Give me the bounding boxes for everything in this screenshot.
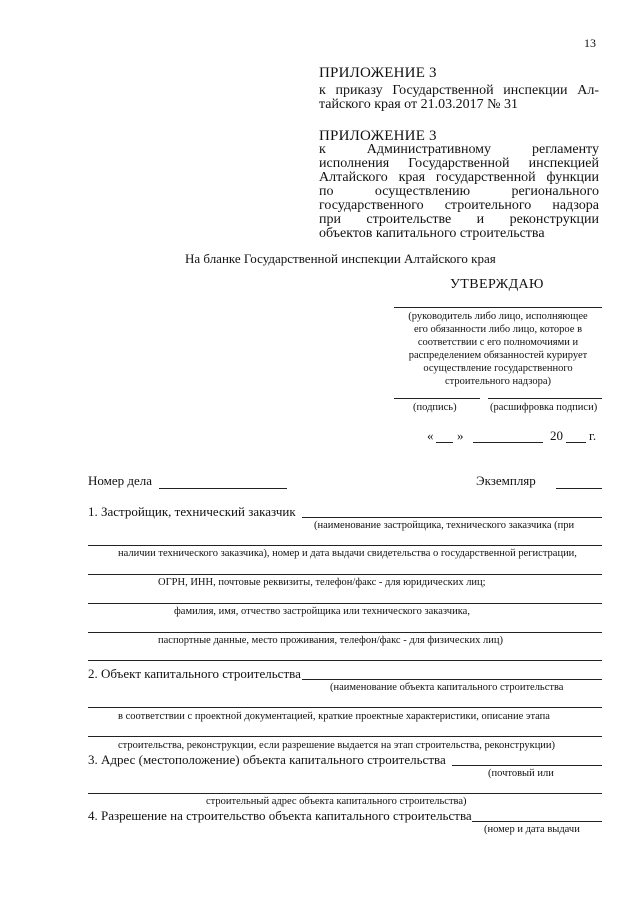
appendix-2-title: ПРИЛОЖЕНИЕ 3	[319, 128, 437, 144]
section-3-caption: строительный адрес объекта капитального строительства)	[206, 796, 467, 807]
section-1-caption: паспортные данные, место проживания, телефон/факс - для физических лиц)	[158, 635, 503, 646]
head-caption-line: осуществление государственного	[423, 363, 573, 374]
appendix-1	[319, 66, 599, 112]
section-1-line[interactable]	[88, 632, 602, 633]
head-caption	[394, 310, 602, 388]
date-suffix: г.	[589, 428, 597, 443]
section-2-line[interactable]	[88, 707, 602, 708]
date-open-quote: «	[427, 428, 434, 443]
appendix-2-line: к Административному регламенту	[319, 142, 599, 157]
appendix-2	[319, 129, 599, 241]
appendix-2-line: исполнения Государственной инспекцией	[319, 156, 599, 171]
date-month-line[interactable]	[473, 442, 543, 443]
section-4-caption: (номер и дата выдачи	[484, 824, 580, 835]
appendix-2-line: объектов капитального строительства	[319, 226, 545, 241]
approve-title: УТВЕРЖДАЮ	[450, 277, 544, 292]
section-1-line[interactable]	[88, 545, 602, 546]
section-1-caption: (наименование застройщика, технического заказчика (при	[314, 520, 575, 531]
date-day-line[interactable]	[436, 442, 453, 443]
section-1-line[interactable]	[302, 517, 602, 518]
date-year-prefix: 20	[550, 428, 563, 443]
signature-caption: (подпись)	[413, 402, 457, 413]
appendix-2-line: по осуществлению регионального	[319, 184, 599, 199]
appendix-1-line: тайского края от 21.03.2017 № 31	[319, 97, 518, 112]
section-3-line[interactable]	[88, 793, 602, 794]
date-year-line[interactable]	[566, 442, 586, 443]
section-3-caption: (почтовый или	[488, 768, 554, 779]
case-number-label: Номер дела	[88, 473, 153, 488]
head-caption-line: соответствии с его полномочиями и	[417, 337, 579, 348]
section-1-caption: фамилия, имя, отчество застройщика или технического заказчика,	[174, 606, 470, 617]
section-2-line[interactable]	[302, 679, 602, 680]
section-1-line[interactable]	[88, 603, 602, 604]
copy-line[interactable]	[556, 488, 602, 489]
case-number-line[interactable]	[159, 488, 287, 489]
section-4-label: 4. Разрешение на строительство объекта капитального строительства	[88, 808, 472, 823]
head-line	[394, 307, 602, 308]
section-4-line[interactable]	[472, 821, 602, 822]
section-2-caption: в соответствии с проектной документацией, краткие проектные характеристики, описание этапа	[118, 711, 550, 722]
section-1-caption: наличии технического заказчика), номер и дата выдачи свидетельства о государственной регистрации,	[118, 548, 577, 559]
section-2-label: 2. Объект капитального строительства	[88, 666, 301, 681]
appendix-2-line: Алтайского края государственной функции	[319, 170, 599, 185]
head-caption-line: (руководитель либо лицо, исполняющее	[408, 311, 588, 322]
blank-note: На бланке Государственной инспекции Алтайского края	[185, 251, 496, 266]
section-2-line[interactable]	[88, 736, 602, 737]
appendix-1-title: ПРИЛОЖЕНИЕ 3	[319, 65, 437, 81]
section-1-label: 1. Застройщик, технический заказчик	[88, 504, 296, 519]
section-1-caption: ОГРН, ИНН, почтовые реквизиты, телефон/факс - для юридических лиц;	[158, 577, 486, 588]
signature-line	[394, 398, 480, 399]
section-2-caption: (наименование объекта капитального строительства	[330, 682, 564, 693]
head-caption-line: его обязанности либо лицо, которое в	[413, 324, 583, 335]
section-2-caption: строительства, реконструкции, если разрешение выдается на этап строительства, реконструкции)	[118, 740, 556, 751]
section-3-label: 3. Адрес (местоположение) объекта капитального строительства	[88, 752, 446, 767]
date-close-quote: »	[457, 428, 464, 443]
appendix-1-line: к приказу Государственной инспекции Ал-	[319, 83, 599, 98]
decode-line	[488, 398, 602, 399]
decode-caption: (расшифровка подписи)	[490, 402, 598, 413]
section-1-line[interactable]	[88, 660, 602, 661]
section-3-line[interactable]	[452, 765, 602, 766]
page-number: 13	[584, 36, 596, 50]
appendix-2-line: государственного строительного надзора	[319, 198, 599, 213]
appendix-2-line: при строительстве и реконструкции	[319, 212, 599, 227]
copy-label: Экземпляр	[476, 473, 536, 488]
head-caption-line: распределением обязанностей курирует	[408, 350, 588, 361]
section-1-line[interactable]	[88, 574, 602, 575]
head-caption-line: строительного надзора)	[444, 376, 552, 387]
